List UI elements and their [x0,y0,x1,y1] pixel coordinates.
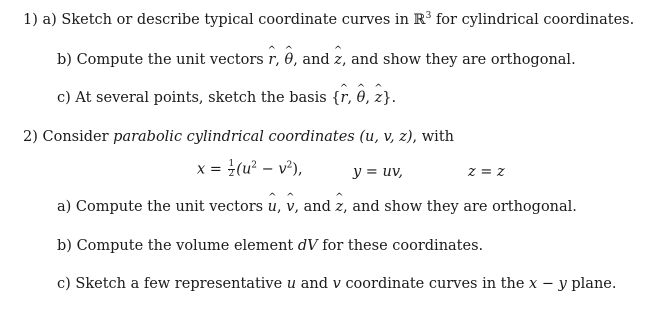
xy-plane: x − y [529,276,567,292]
equation-z: z = z [468,164,505,180]
problem-2c: c) Sketch a few representative u and v coordinate curves in the x − y plane. [57,276,617,292]
problem-2-intro: 2) Consider parabolic cylindrical coordinates (u, v, z), with [23,129,454,145]
basis-set: {r ^, θ ^, z ^}. [331,90,396,106]
z-hat: z ^ [334,51,342,69]
problem-2a-label: a) [57,199,72,215]
problem-1a-tail: for cylindrical coordinates. [435,12,635,28]
problem-1b-tail: , and show they are orthogonal. [341,52,576,68]
problem-2c-label: c) [57,276,71,292]
coordinate-tuple: (u, v, z) [359,129,413,145]
problem-1c-label: c) [57,90,71,106]
r3-symbol: ℝ$^3$ [413,11,432,28]
v-hat: v ^ [286,198,294,216]
problem-1c-text: At several points, sketch the basis [75,90,327,106]
problem-1c [57,89,396,107]
u-hat: u ^ [268,198,277,216]
problem-2a: a) Compute the unit vectors u ^, v ^, and z ^, and show they are orthogonal. [57,198,577,216]
problem-2-number: 2) [23,129,38,145]
problem-1b-label: b) [57,52,72,68]
z-hat: z ^ [336,198,344,216]
problem-2b: b) Compute the volume element dV for these coordinates. [57,238,484,254]
equation-y: y = uv, [353,164,403,180]
problem-1a-number: 1) a) [23,12,57,28]
theta-hat: θ ^ [284,51,293,69]
one-half-fraction: $\frac{1}{2}$ [228,159,235,179]
problem-1a-text: Sketch or describe typical coordinate curves in [61,12,409,28]
problem-1a [23,11,634,29]
problem-1b: b) Compute the unit vectors r ^, θ ^, and z ^, and show they are orthogonal. [57,51,576,69]
problem-2b-label: b) [57,238,72,254]
volume-element: dV [297,238,318,254]
problem-1b-text: Compute the unit vectors [76,52,264,68]
equation-x: x = $\frac{1}{2}$ $(u^2 - v^2)$, [197,159,303,179]
r-hat: r ^ [268,51,275,69]
coordinate-system-name: parabolic cylindrical coordinates [113,129,355,145]
